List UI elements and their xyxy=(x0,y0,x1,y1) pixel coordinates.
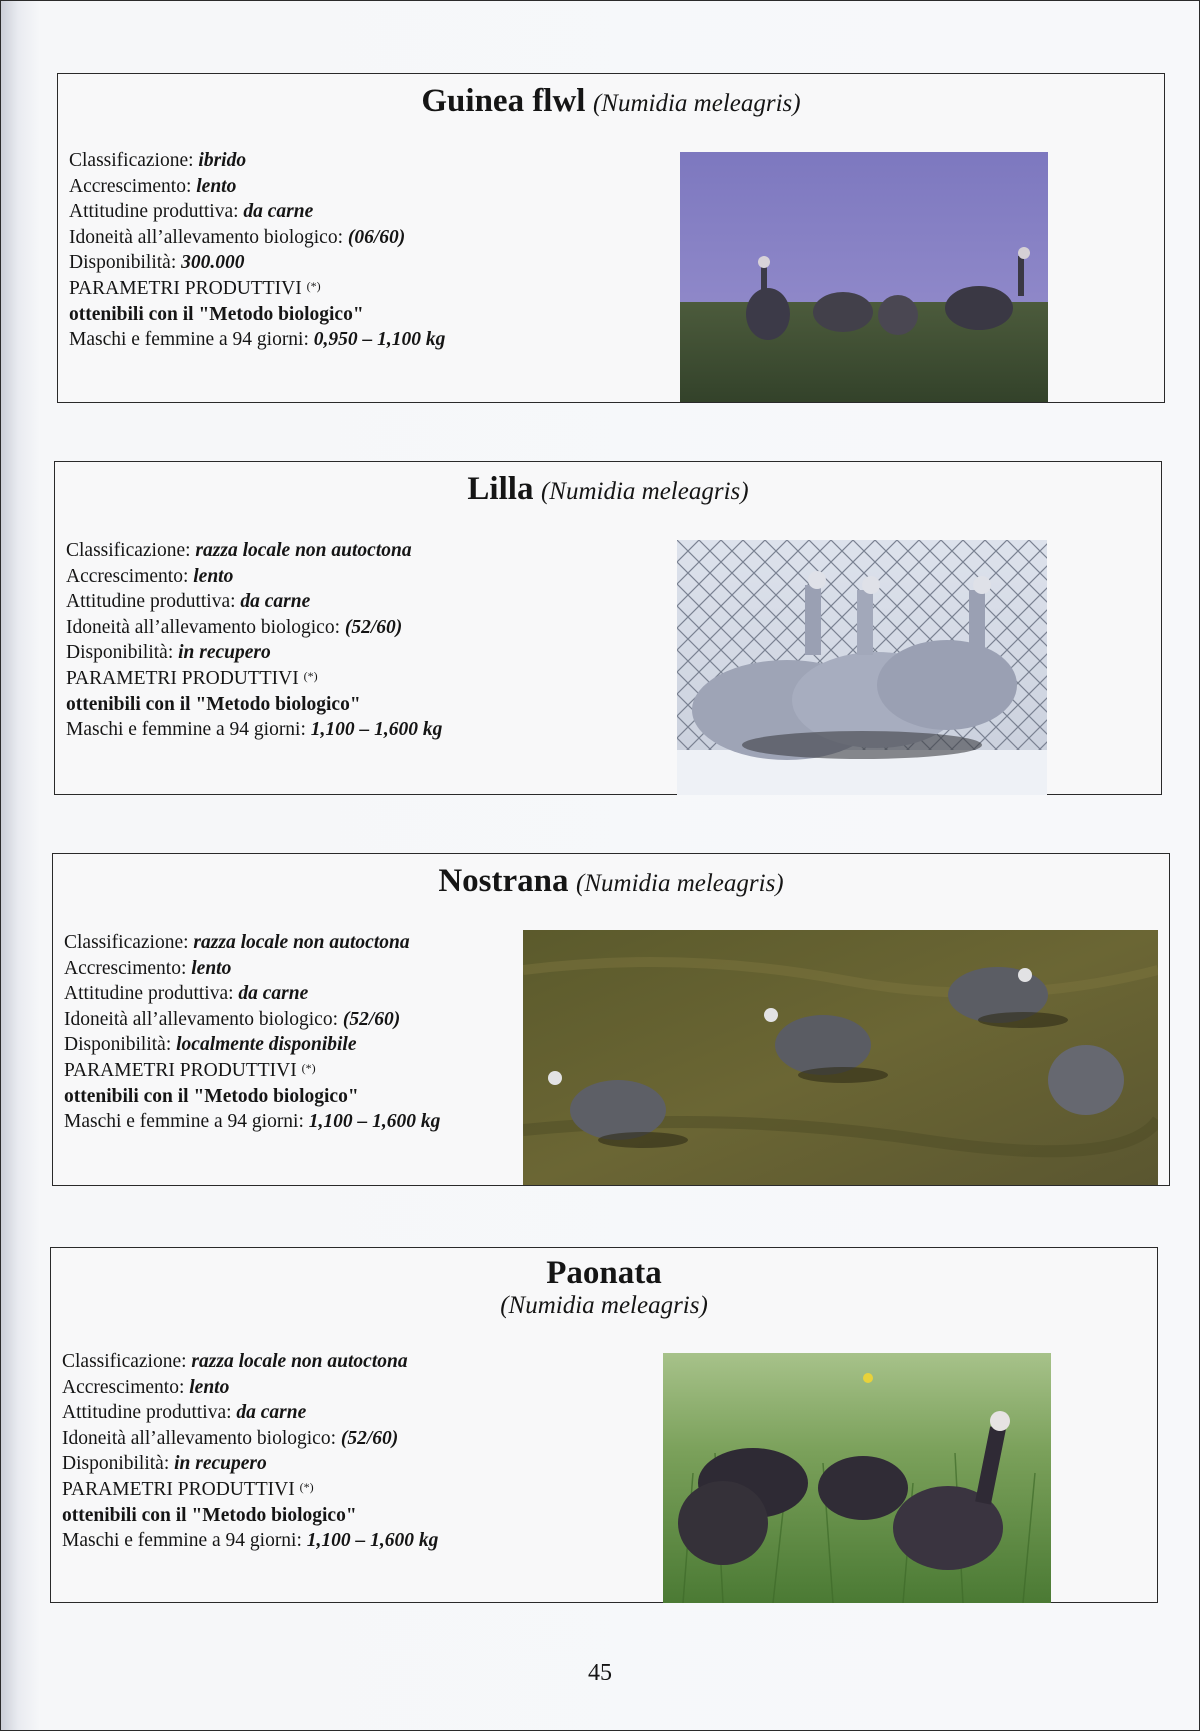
value-idoneita: (52/60) xyxy=(342,1008,401,1030)
label-maschi: Maschi e femmine a 94 giorni: xyxy=(62,1530,302,1552)
breed-name: Lilla xyxy=(467,471,534,507)
label-attitudine: Attitudine produttiva: xyxy=(66,591,236,613)
label-maschi: Maschi e femmine a 94 giorni: xyxy=(64,1111,304,1133)
footnote-mark: (*) xyxy=(299,1479,314,1494)
label-disponibilita: Disponibilità: xyxy=(69,252,177,274)
label-parametri: PARAMETRI PRODUTTIVI xyxy=(69,277,302,299)
label-ottenibili: ottenibili con il "Metodo biologico" xyxy=(62,1504,357,1526)
breed-name: Paonata xyxy=(546,1255,662,1291)
footnote-mark: (*) xyxy=(303,668,318,683)
label-parametri: PARAMETRI PRODUTTIVI xyxy=(66,667,299,689)
value-classificazione: razza locale non autoctona xyxy=(195,540,412,561)
value-idoneita: (52/60) xyxy=(344,616,403,638)
page-number: 45 xyxy=(588,1660,612,1686)
label-parametri: PARAMETRI PRODUTTIVI xyxy=(64,1059,297,1081)
breed-card-lilla xyxy=(54,461,1162,795)
breed-title xyxy=(58,84,1164,121)
value-attitudine: da carne xyxy=(236,1402,307,1424)
label-maschi: Maschi e femmine a 94 giorni: xyxy=(69,329,309,351)
breed-info xyxy=(66,538,442,743)
breed-title xyxy=(53,864,1169,901)
breed-card-guinea-fowl xyxy=(57,73,1165,403)
value-idoneita: (52/60) xyxy=(340,1427,399,1449)
value-classificazione: razza locale non autoctona xyxy=(193,932,410,953)
value-accrescimento: lento xyxy=(191,957,232,979)
value-disponibilita: localmente disponibile xyxy=(176,1034,357,1056)
value-accrescimento: lento xyxy=(193,565,234,587)
breed-name: Guinea flwl xyxy=(421,83,586,119)
footnote-mark: (*) xyxy=(301,1060,316,1075)
label-accrescimento: Accrescimento: xyxy=(69,175,192,197)
value-disponibilita: in recupero xyxy=(178,642,271,664)
label-ottenibili: ottenibili con il "Metodo biologico" xyxy=(64,1085,359,1107)
value-peso: 1,100 – 1,600 kg xyxy=(308,1111,441,1133)
label-ottenibili: ottenibili con il "Metodo biologico" xyxy=(69,303,364,325)
guinea-fowl-photo xyxy=(680,152,1048,402)
label-idoneita: Idoneità all’allevamento biologico: xyxy=(69,226,343,248)
label-idoneita: Idoneità all’allevamento biologico: xyxy=(62,1427,336,1449)
label-accrescimento: Accrescimento: xyxy=(62,1376,185,1398)
breed-name: Nostrana xyxy=(438,863,569,899)
breed-title xyxy=(55,472,1161,509)
breed-card-nostrana xyxy=(52,853,1170,1186)
value-idoneita: (06/60) xyxy=(347,226,406,248)
value-classificazione: ibrido xyxy=(198,150,247,171)
label-parametri: PARAMETRI PRODUTTIVI xyxy=(62,1478,295,1500)
value-attitudine: da carne xyxy=(240,591,311,613)
value-peso: 1,100 – 1,600 kg xyxy=(306,1530,439,1552)
breed-info xyxy=(64,930,440,1135)
label-idoneita: Idoneità all’allevamento biologico: xyxy=(64,1008,338,1030)
label-attitudine: Attitudine produttiva: xyxy=(62,1402,232,1424)
label-accrescimento: Accrescimento: xyxy=(66,565,189,587)
breed-info xyxy=(62,1349,438,1554)
label-maschi: Maschi e femmine a 94 giorni: xyxy=(66,719,306,741)
label-classificazione: Classificazione: xyxy=(64,932,189,953)
scientific-name: (Numidia meleagris) xyxy=(540,478,749,505)
label-attitudine: Attitudine produttiva: xyxy=(64,983,234,1005)
breed-subtitle xyxy=(51,1292,1157,1320)
value-disponibilita: in recupero xyxy=(174,1453,267,1475)
label-ottenibili: ottenibili con il "Metodo biologico" xyxy=(66,693,361,715)
value-classificazione: razza locale non autoctona xyxy=(191,1351,408,1372)
breed-card-paonata xyxy=(50,1247,1158,1603)
scientific-name: (Numidia meleagris) xyxy=(592,90,801,117)
value-attitudine: da carne xyxy=(238,983,309,1005)
scientific-name: (Numidia meleagris) xyxy=(576,870,784,897)
label-classificazione: Classificazione: xyxy=(66,540,191,561)
label-idoneita: Idoneità all’allevamento biologico: xyxy=(66,616,340,638)
value-attitudine: da carne xyxy=(243,201,314,223)
breed-title xyxy=(51,1256,1157,1291)
label-attitudine: Attitudine produttiva: xyxy=(69,201,239,223)
value-peso: 1,100 – 1,600 kg xyxy=(310,719,443,741)
label-classificazione: Classificazione: xyxy=(69,150,194,171)
scientific-name: (Numidia meleagris) xyxy=(500,1292,708,1319)
value-peso: 0,950 – 1,100 kg xyxy=(313,329,446,351)
value-disponibilita: 300.000 xyxy=(181,252,245,274)
value-accrescimento: lento xyxy=(189,1376,230,1398)
value-accrescimento: lento xyxy=(196,175,237,197)
label-disponibilita: Disponibilità: xyxy=(66,642,174,664)
lilla-photo xyxy=(677,540,1047,795)
footnote-mark: (*) xyxy=(306,278,321,293)
paonata-photo xyxy=(663,1353,1051,1603)
label-disponibilita: Disponibilità: xyxy=(64,1034,172,1056)
label-accrescimento: Accrescimento: xyxy=(64,957,187,979)
label-classificazione: Classificazione: xyxy=(62,1351,187,1372)
label-disponibilita: Disponibilità: xyxy=(62,1453,170,1475)
nostrana-photo xyxy=(523,930,1158,1185)
breed-info xyxy=(69,148,445,353)
